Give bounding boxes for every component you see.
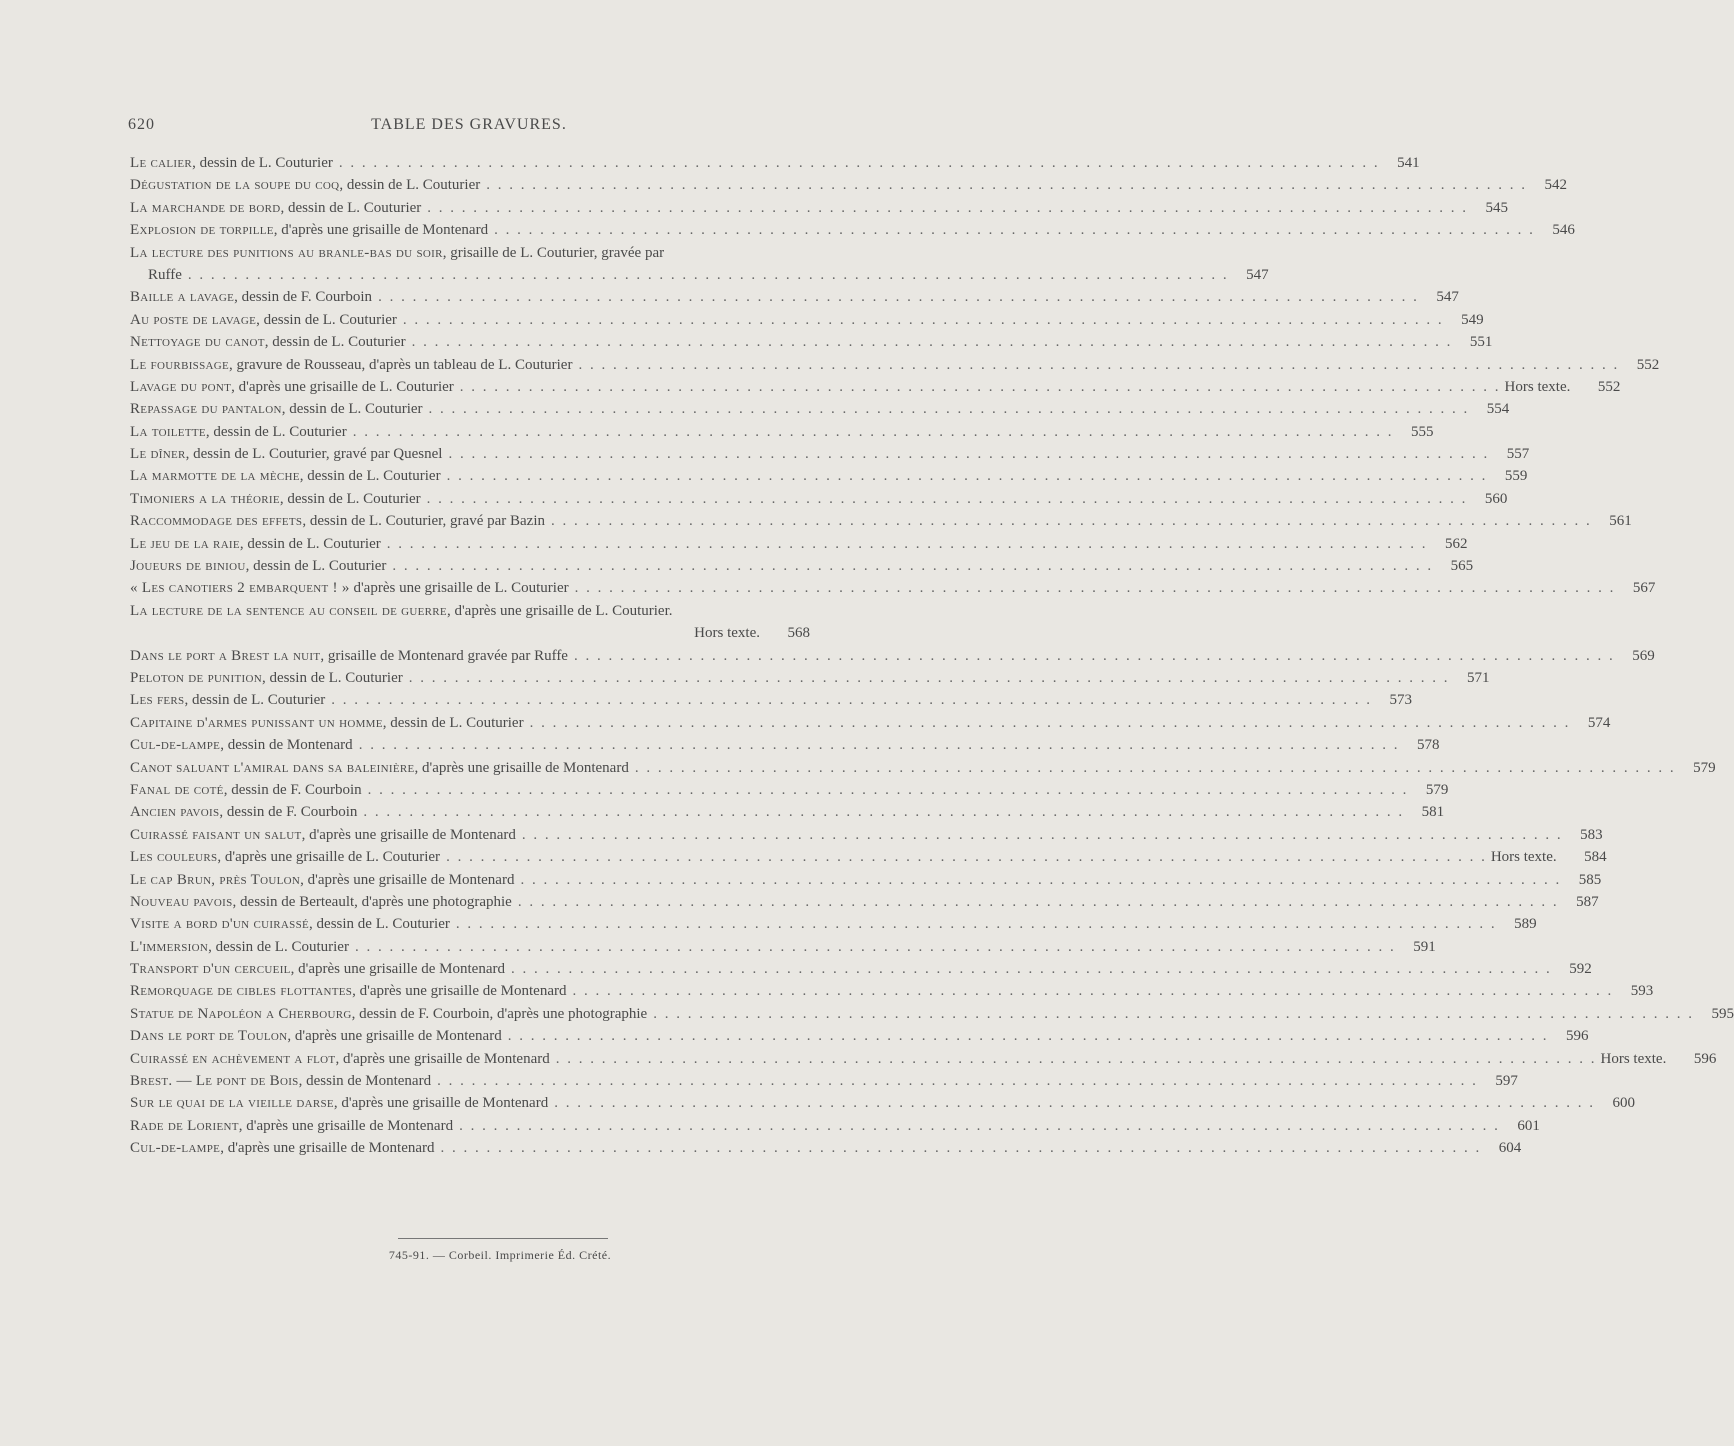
entry-page-number: 567	[1632, 580, 1656, 597]
entry-subject: Le dîner	[130, 446, 186, 463]
dot-leader	[520, 869, 1559, 891]
toc-entry	[130, 1115, 1540, 1137]
entry-page-number: 551	[1469, 334, 1493, 351]
dot-leader	[511, 958, 1550, 980]
entry-subject: Les fers	[130, 692, 185, 709]
entry-credit: , dessin de F. Courboin, d'après une photographie	[351, 1005, 648, 1022]
entry-page-number: 559	[1504, 468, 1528, 485]
entry-credit: , d'après une grisaille de Montenard	[273, 222, 489, 239]
entry-title	[130, 645, 568, 667]
entry-credit: , dessin de L. Couturier	[299, 468, 441, 485]
entry-credit: , d'après une grisaille de L. Couturier.	[446, 602, 673, 619]
entry-subject: La marchande de bord	[130, 199, 281, 216]
entry-subject: Cuirassé faisant un salut	[130, 826, 302, 843]
entry-title	[130, 1048, 550, 1070]
toc-entry	[130, 577, 1656, 599]
entry-page-number: 549	[1461, 311, 1484, 328]
entry-page-number: 579	[1425, 781, 1449, 798]
dot-leader	[427, 197, 1466, 219]
entry-credit: , dessin de L. Couturier	[281, 401, 423, 418]
entry-title	[148, 264, 182, 286]
entry-credit: , dessin de L. Couturier	[239, 535, 381, 552]
entry-title	[130, 936, 349, 958]
entry-page-number: 557	[1506, 446, 1530, 463]
entry-subject: Sur le quai de la vieille darse	[130, 1095, 334, 1112]
dot-leader	[353, 421, 1392, 443]
entry-title	[130, 1070, 431, 1092]
entry-subject: Ancien pavois	[130, 804, 220, 821]
entry-credit: , d'après une grisaille de Montenard	[301, 826, 516, 843]
dot-leader	[441, 1137, 1480, 1159]
entry-title	[130, 555, 386, 577]
entry-credit: , dessin de L. Couturier	[339, 177, 481, 194]
dot-leader	[556, 1048, 1595, 1070]
entry-page-number: 565	[1450, 558, 1474, 575]
toc-entry	[130, 465, 1528, 487]
entry-title	[130, 891, 512, 913]
entry-page-number: 600	[1612, 1095, 1635, 1112]
entry-subject: Le fourbissage	[130, 356, 230, 373]
entry-subject: Joueurs de biniou	[130, 558, 246, 575]
toc-entry	[130, 152, 1420, 174]
entry-credit: , dessin de F. Courboin	[219, 804, 358, 821]
toc-entry	[130, 510, 1632, 532]
entry-title	[130, 421, 347, 443]
entry-subject: Capitaine d'armes punissant un homme	[130, 714, 383, 731]
entry-title	[130, 712, 524, 734]
dot-leader	[572, 980, 1611, 1002]
entry-page-number: 541	[1397, 155, 1420, 171]
dot-leader	[437, 1070, 1476, 1092]
entry-title	[130, 488, 421, 510]
dot-leader	[508, 1025, 1547, 1047]
entry-title	[130, 600, 673, 622]
dot-leader	[456, 913, 1495, 935]
toc-entry	[130, 197, 1509, 219]
entry-subject: La lecture de la sentence au conseil de guerre	[130, 602, 447, 619]
entry-subject: Timoniers a la théorie	[130, 490, 280, 507]
toc-entry	[130, 891, 1599, 913]
entry-subject: L'immersion	[130, 938, 209, 955]
toc-entry	[130, 712, 1611, 734]
entry-page-number: 592	[1569, 961, 1592, 978]
entry-credit: , d'après une grisaille de L. Couturier	[217, 849, 441, 866]
entry-page-number: 547	[1246, 266, 1269, 283]
entry-subject: Explosion de torpille	[130, 222, 274, 239]
toc-entry	[130, 667, 1490, 689]
toc-entry	[130, 219, 1575, 241]
entry-title	[130, 331, 406, 353]
dot-leader	[486, 174, 1525, 196]
toc-entry	[130, 1092, 1635, 1114]
dot-leader	[554, 1092, 1593, 1114]
entry-subject: Statue de Napoléon a Cherbourg	[130, 1005, 352, 1022]
dot-leader	[339, 152, 1378, 174]
entry-title	[130, 779, 362, 801]
hors-texte-note: Hors texte.	[1600, 1050, 1667, 1067]
entry-credit: , dessin de Montenard	[220, 737, 353, 754]
entry-title	[130, 757, 629, 779]
entry-subject: La lecture des punitions au branle-bas du soir	[130, 244, 443, 261]
entry-subject: Le jeu de la raie	[130, 535, 240, 552]
entry-title	[130, 577, 569, 599]
toc-entry	[130, 1025, 1589, 1047]
entry-subject: Transport d'un cercueil	[130, 961, 291, 978]
entry-subject: Nouveau pavois	[130, 893, 233, 910]
entry-subject: Brest. — Le pont de Bois	[130, 1073, 299, 1090]
entry-page-number: 554	[1486, 401, 1510, 418]
entry-credit: , dessin de L. Couturier	[184, 692, 326, 709]
entry-credit: , dessin de L. Couturier	[245, 558, 387, 575]
entry-subject: Rade de Lorient	[130, 1117, 239, 1134]
printer-imprint: 745-91. — Corbeil. Imprimerie Éd. Crété.	[388, 1248, 612, 1262]
entry-subject: Raccommodage des effets	[130, 513, 303, 530]
hors-texte-note: Hors texte.	[1504, 378, 1571, 395]
entry-page-number: 552	[1636, 356, 1660, 373]
entry-subject: Les couleurs	[130, 849, 218, 866]
entry-title	[130, 398, 423, 420]
entry-page-number: 595	[1711, 1005, 1734, 1022]
entry-subject: Le calier	[130, 155, 193, 171]
entry-page-number: 584	[1584, 849, 1607, 866]
toc-entry	[130, 286, 1459, 308]
toc-entry	[130, 1070, 1518, 1092]
toc-entry	[130, 331, 1493, 353]
toc-entry	[130, 354, 1660, 376]
dot-leader	[653, 1003, 1692, 1025]
entry-page-number: 546	[1552, 222, 1575, 239]
page-header	[128, 116, 810, 138]
page-number: 620	[128, 116, 155, 133]
entry-title	[130, 980, 566, 1002]
entry-credit: , dessin de F. Courboin	[223, 781, 362, 798]
entry-credit: , d'après une grisaille de Montenard	[352, 983, 567, 1000]
dot-leader	[427, 488, 1466, 510]
entry-credit: Ruffe	[148, 266, 182, 283]
entry-page-number: 569	[1632, 647, 1655, 664]
toc-entry	[130, 309, 1484, 331]
toc-entry	[130, 689, 1413, 711]
toc-entry	[130, 936, 1436, 958]
entry-page-number: 589	[1514, 916, 1537, 933]
entry-page-number: 604	[1498, 1140, 1522, 1157]
entry-subject: La marmotte de la mèche	[130, 468, 300, 485]
dot-leader	[331, 689, 1370, 711]
dot-leader	[575, 577, 1614, 599]
entry-page-number: 591	[1413, 938, 1436, 955]
entry-credit: , grisaille de Montenard gravée par Ruffe	[320, 647, 568, 664]
entry-credit: , dessin de L. Couturier	[208, 938, 349, 955]
entry-title	[130, 510, 545, 532]
entry-page-number: 552	[1597, 378, 1621, 395]
toc-entry	[130, 1137, 1522, 1159]
entry-credit: , dessin de L. Couturier	[279, 490, 421, 507]
entry-subject: Dans le port de Toulon	[130, 1028, 288, 1045]
entry-subject: La toilette	[130, 423, 206, 440]
entry-credit: , dessin de L. Couturier	[261, 669, 403, 686]
footer-rule	[398, 1238, 608, 1239]
entry-credit: , dessin de F. Courboin	[234, 289, 373, 306]
entry-page-number: 562	[1444, 535, 1468, 552]
toc-entry	[130, 242, 810, 264]
entry-credit: , dessin de Berteault, d'après une photographie	[232, 893, 512, 910]
entry-title	[130, 465, 441, 487]
entry-credit: , d'après une grisaille de Montenard	[220, 1140, 435, 1157]
entry-subject: Le cap Brun, près Toulon	[130, 871, 301, 888]
entry-page-number: 547	[1436, 289, 1459, 306]
toc-entry	[130, 980, 1654, 1002]
toc-entry	[130, 757, 1716, 779]
toc-entry	[130, 622, 810, 644]
dot-leader	[459, 1115, 1498, 1137]
entry-page-number: 581	[1421, 804, 1445, 821]
dot-leader	[403, 309, 1442, 331]
entry-page-number: 542	[1544, 177, 1567, 194]
entry-page-number: 561	[1609, 513, 1632, 530]
entry-title	[130, 801, 357, 823]
entry-credit: , dessin de L. Couturier	[382, 714, 524, 731]
entry-page-number: 573	[1389, 692, 1413, 709]
entry-credit: , dessin de L. Couturier	[309, 916, 450, 933]
dot-leader	[447, 465, 1486, 487]
table-of-engravings	[130, 152, 1734, 1160]
entry-credit: , dessin de L. Couturier	[264, 334, 406, 351]
dot-leader	[368, 779, 1407, 801]
entry-credit: , d'après une grisaille de L. Couturier	[231, 378, 454, 395]
toc-entry	[130, 824, 1603, 846]
entry-subject: Dégustation de la soupe du coq	[130, 177, 340, 194]
dot-leader	[448, 443, 1487, 465]
toc-entry	[130, 376, 1621, 398]
dot-leader	[355, 936, 1394, 958]
entry-page-number: 571	[1467, 669, 1490, 686]
entry-title	[130, 174, 480, 196]
entry-title	[130, 1025, 502, 1047]
toc-entry	[130, 600, 810, 622]
toc-entry	[130, 488, 1508, 510]
entry-subject: Repassage du pantalon	[130, 401, 282, 418]
entry-title	[130, 242, 664, 264]
entry-title	[130, 913, 450, 935]
entry-page-number: 587	[1576, 893, 1599, 910]
entry-subject: Cuirassé en achèvement a flot	[130, 1050, 336, 1067]
entry-credit: , d'après une grisaille de Montenard	[238, 1117, 454, 1134]
entry-credit: , d'après une grisaille de Montenard	[290, 961, 505, 978]
toc-entry	[130, 1003, 1734, 1025]
dot-leader	[392, 555, 1431, 577]
toc-entry	[130, 443, 1530, 465]
toc-entry	[130, 846, 1607, 868]
entry-page-number: 596	[1693, 1050, 1717, 1067]
toc-entry	[130, 869, 1602, 891]
entry-subject: Remorquage de cibles flottantes	[130, 983, 353, 1000]
entry-subject: Cul-de-lampe	[130, 1140, 221, 1157]
entry-title	[130, 846, 440, 868]
entry-credit: , d'après une grisaille de Montenard	[300, 871, 515, 888]
toc-entry	[130, 1048, 1717, 1070]
entry-title	[130, 376, 454, 398]
dot-leader	[359, 734, 1398, 756]
toc-entry	[130, 533, 1468, 555]
toc-entry	[130, 734, 1440, 756]
entry-page-number: 579	[1693, 759, 1716, 776]
entry-page-number: 545	[1485, 199, 1509, 216]
entry-page-number: 597	[1495, 1073, 1518, 1090]
dot-leader	[460, 376, 1499, 398]
entry-credit: , grisaille de L. Couturier, gravée par	[442, 244, 665, 261]
entry-title	[130, 309, 397, 331]
entry-subject: Canot saluant l'amiral dans sa baleinière	[130, 759, 415, 776]
entry-page-number: 568	[787, 625, 810, 642]
entry-page-number: 585	[1578, 871, 1602, 888]
entry-title	[130, 869, 514, 891]
entry-subject: Lavage du pont	[130, 378, 232, 395]
dot-leader	[574, 645, 1613, 667]
entry-page-number: 583	[1580, 826, 1603, 843]
entry-title	[130, 824, 516, 846]
hors-texte-note: Hors texte.	[1490, 849, 1557, 866]
entry-title	[130, 689, 325, 711]
entry-subject: Fanal de coté	[130, 781, 224, 798]
entry-subject: Peloton de punition	[130, 669, 262, 686]
entry-title	[130, 1115, 453, 1137]
toc-entry	[130, 645, 1655, 667]
entry-title	[130, 1003, 647, 1025]
dot-leader	[188, 264, 1227, 286]
dot-leader	[518, 891, 1557, 913]
entry-credit: , d'après une grisaille de Montenard	[287, 1028, 502, 1045]
entry-subject: Au poste de lavage	[130, 311, 257, 328]
entry-title	[130, 533, 381, 555]
entry-subject: Visite a bord d'un cuirassé	[130, 916, 310, 933]
dot-leader	[494, 219, 1533, 241]
dot-leader	[522, 824, 1561, 846]
entry-subject: Baille a lavage	[130, 289, 235, 306]
entry-page-number: 574	[1587, 714, 1611, 731]
entry-title	[130, 667, 403, 689]
entry-title	[130, 197, 421, 219]
toc-entry	[130, 555, 1474, 577]
toc-entry	[130, 913, 1537, 935]
entry-credit: , dessin de L. Couturier	[280, 199, 422, 216]
dot-leader	[387, 533, 1426, 555]
entry-credit: , dessin de L. Couturier	[205, 423, 347, 440]
entry-title	[130, 1092, 548, 1114]
entry-credit: , d'après une grisaille de Montenard	[335, 1050, 550, 1067]
entry-title	[130, 443, 442, 465]
entry-page-number: 555	[1410, 423, 1434, 440]
entry-credit: d'après une grisaille de L. Couturier	[349, 580, 569, 597]
entry-credit: , dessin de L. Couturier, gravé par Bazin	[302, 513, 545, 530]
dot-leader	[446, 846, 1485, 868]
dot-leader	[363, 801, 1402, 823]
entry-credit: , dessin de L. Couturier	[256, 311, 397, 328]
toc-entry	[130, 779, 1449, 801]
dot-leader	[635, 757, 1674, 779]
toc-entry	[130, 264, 1269, 286]
toc-entry	[130, 958, 1592, 980]
hors-texte-note: Hors texte.	[694, 625, 760, 642]
entry-title	[130, 734, 353, 756]
entry-credit: , d'après une grisaille de Montenard	[333, 1095, 549, 1112]
entry-credit: , dessin de L. Couturier, gravé par Quesnel	[185, 446, 443, 463]
dot-leader	[551, 510, 1590, 532]
dot-leader	[429, 398, 1468, 420]
dot-leader	[530, 712, 1569, 734]
entry-title	[130, 354, 572, 376]
entry-subject: « Les canotiers 2 embarquent ! »	[130, 580, 350, 597]
toc-entry	[130, 398, 1510, 420]
entry-subject: Dans le port a Brest la nuit	[130, 647, 321, 664]
dot-leader	[412, 331, 1451, 353]
entry-page-number: 601	[1517, 1117, 1540, 1134]
entry-title	[130, 286, 372, 308]
entry-credit: , d'après une grisaille de Montenard	[414, 759, 629, 776]
toc-entry	[130, 174, 1567, 196]
dot-leader	[378, 286, 1417, 308]
entry-title	[130, 958, 505, 980]
dot-leader	[578, 354, 1617, 376]
entry-title	[130, 152, 333, 174]
entry-credit: , gravure de Rousseau, d'après un tableau de L. Couturier	[229, 356, 573, 373]
entry-page-number: 560	[1484, 490, 1508, 507]
entry-page-number: 578	[1416, 737, 1440, 754]
entry-subject: Nettoyage du canot	[130, 334, 265, 351]
entry-title	[130, 219, 488, 241]
entry-page-number: 593	[1630, 983, 1654, 1000]
entry-credit: , dessin de L. Couturier	[192, 155, 333, 171]
dot-leader	[409, 667, 1448, 689]
entry-title	[130, 1137, 435, 1159]
entry-subject: Cul-de-lampe	[130, 737, 221, 754]
toc-entry	[130, 801, 1445, 823]
entry-page-number: 596	[1565, 1028, 1589, 1045]
entry-credit: , dessin de Montenard	[298, 1073, 432, 1090]
toc-entry	[130, 421, 1434, 443]
running-title: TABLE DES GRAVURES.	[371, 116, 567, 133]
